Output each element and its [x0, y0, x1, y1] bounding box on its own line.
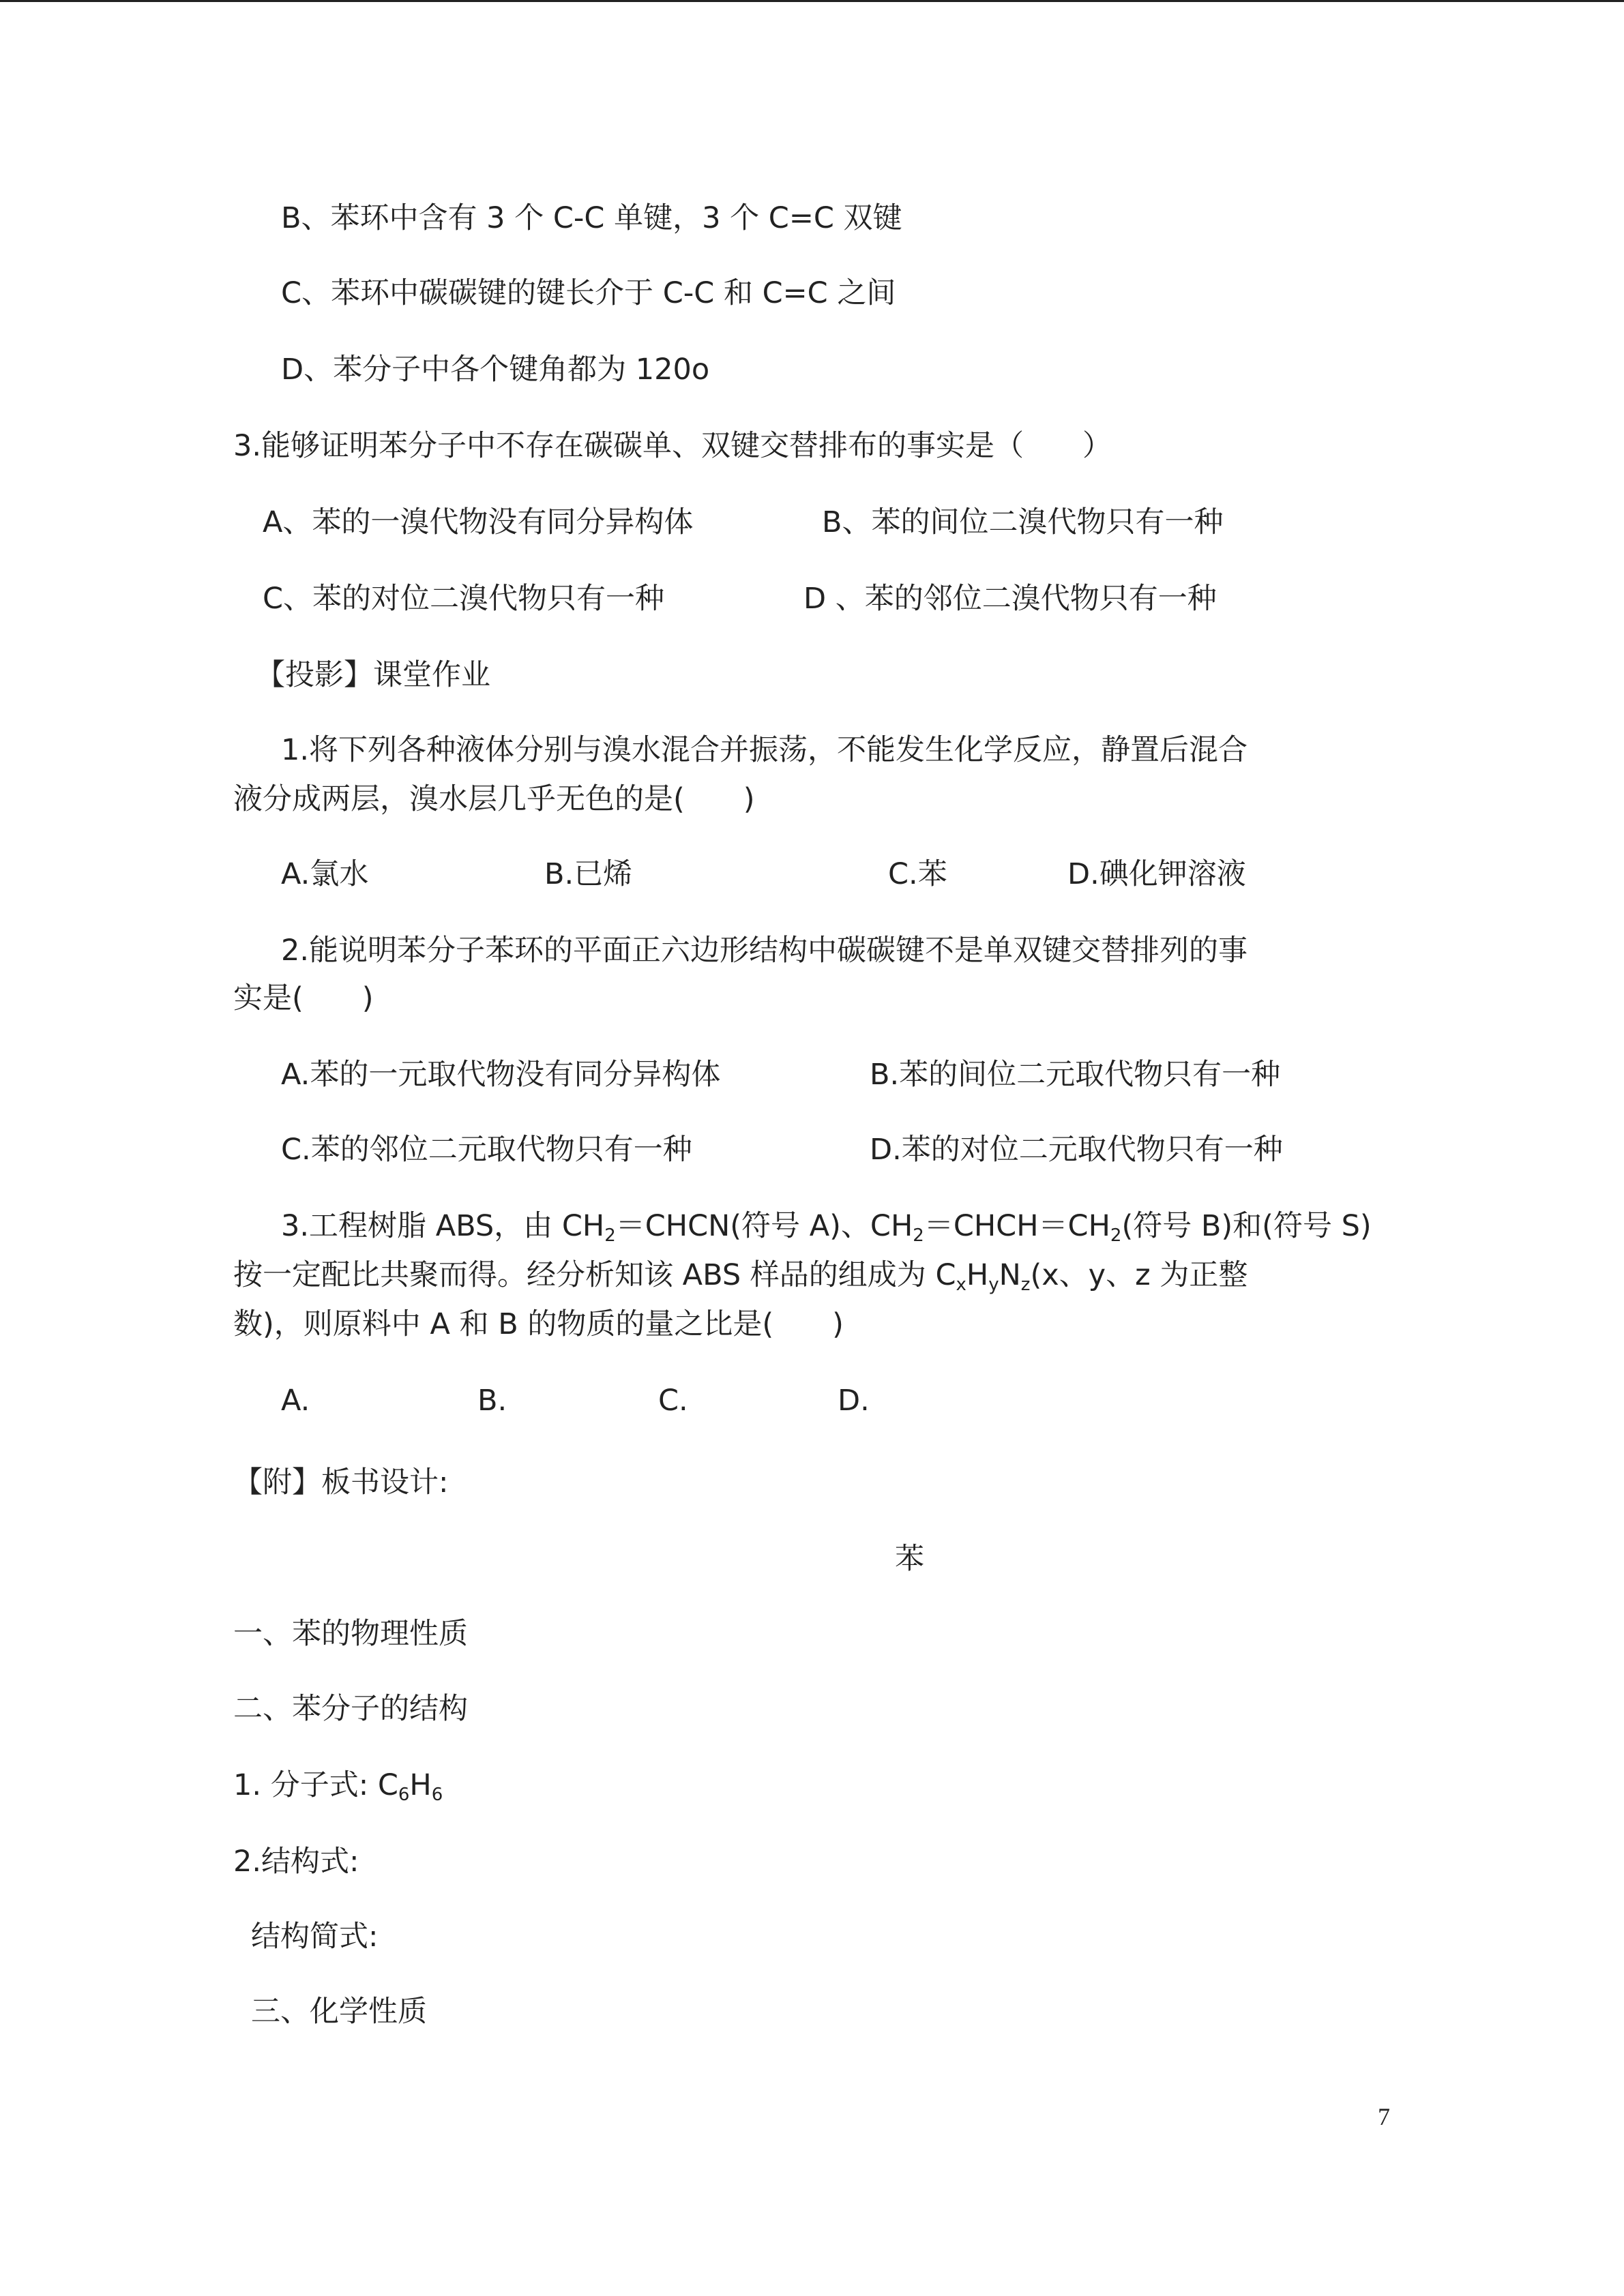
homework-3-stem-line1: [281, 1207, 1372, 1245]
molecular-formula-label: 1. 分子式: C: [233, 1768, 398, 1802]
question-3-option-c: C、苯的对位二溴代物只有一种: [263, 582, 665, 616]
homework-3-text-part4: (符号 B)和(符号 S): [1121, 1209, 1372, 1243]
homework-1-option-b: B.已烯: [544, 857, 633, 891]
homework-3-option-a: A.: [281, 1384, 310, 1418]
homework-2-option-c: C.苯的邻位二元取代物只有一种: [281, 1133, 692, 1167]
question-3-stem: 3.能够证明苯分子中不存在碳碳单、双键交替排布的事实是（ ）: [233, 429, 1112, 463]
homework-3-stem-line2: [233, 1256, 1247, 1294]
homework-3-line2-part3: N: [999, 1258, 1021, 1292]
homework-3-line2-part4: (x、y、z 为正整: [1030, 1258, 1248, 1292]
page-number: 7: [1378, 2103, 1390, 2130]
subscript-z: z: [1020, 1274, 1031, 1295]
subscript-y: y: [988, 1274, 999, 1295]
homework-3-text-part1: 3.工程树脂 ABS，由 CH: [281, 1209, 605, 1243]
homework-heading: 【投影】课堂作业: [256, 658, 490, 692]
subscript-6: 6: [431, 1785, 443, 1805]
board-design-heading: 【附】板书设计:: [233, 1465, 449, 1500]
homework-3-option-c: C.: [658, 1384, 688, 1418]
question-3-option-a: A、苯的一溴代物没有同分异构体: [263, 505, 694, 539]
homework-2-stem-line2: 实是( ): [233, 981, 374, 1015]
board-title: 苯: [895, 1542, 924, 1576]
question-3-option-b: B、苯的间位二溴代物只有一种: [822, 505, 1224, 539]
subscript-x: x: [956, 1274, 966, 1295]
homework-3-text-part3: ＝CHCH＝CH: [924, 1209, 1110, 1243]
item-simplified-structural-formula: 结构简式:: [251, 1920, 379, 1954]
section-chemical-properties: 三、化学性质: [251, 1995, 427, 2029]
homework-3-option-d: D.: [838, 1384, 870, 1418]
homework-2-stem-line1: 2.能说明苯分子苯环的平面正六边形结构中碳碳键不是单双键交替排列的事: [281, 934, 1248, 968]
section-molecular-structure: 二、苯分子的结构: [233, 1692, 468, 1726]
question-3-option-d: D 、苯的邻位二溴代物只有一种: [803, 582, 1217, 616]
homework-1-stem-line2: 液分成两层，溴水层几乎无色的是( ): [233, 782, 755, 816]
subscript-2: 2: [604, 1225, 616, 1246]
homework-2-option-b: B.苯的间位二元取代物只有一种: [870, 1058, 1281, 1092]
homework-3-option-b: B.: [477, 1384, 507, 1418]
subscript-2: 2: [1110, 1225, 1122, 1246]
homework-1-option-d: D.碘化钾溶液: [1067, 857, 1246, 891]
subscript-2: 2: [913, 1225, 924, 1246]
molecular-formula-h: H: [409, 1768, 432, 1802]
section-physical-properties: 一、苯的物理性质: [233, 1617, 468, 1651]
item-structural-formula: 2.结构式:: [233, 1845, 359, 1879]
homework-2-option-a: A.苯的一元取代物没有同分异构体: [281, 1058, 721, 1092]
homework-1-option-c: C.苯: [888, 857, 947, 891]
question-2-option-d: D、苯分子中各个键角都为 120o: [281, 353, 710, 387]
homework-3-stem-line3: 数)，则原料中 A 和 B 的物质的量之比是( ): [233, 1307, 844, 1341]
homework-2-option-d: D.苯的对位二元取代物只有一种: [870, 1133, 1283, 1167]
page-top-border: [0, 0, 1624, 2]
question-2-option-b: B、苯环中含有 3 个 C-C 单键，3 个 C=C 双键: [281, 201, 902, 235]
homework-3-text-part2: ＝CHCN(符号 A)、CH: [615, 1209, 913, 1243]
homework-1-option-a: A.氯水: [281, 857, 369, 891]
homework-1-stem-line1: 1.将下列各种液体分别与溴水混合并振荡，不能发生化学反应，静置后混合: [281, 733, 1248, 767]
question-2-option-c: C、苯环中碳碳键的键长介于 C-C 和 C=C 之间: [281, 276, 896, 310]
homework-3-line2-part1: 按一定配比共聚而得。经分析知该 ABS 样品的组成为 C: [233, 1258, 956, 1292]
subscript-6: 6: [398, 1785, 410, 1805]
item-molecular-formula: [233, 1766, 443, 1804]
homework-3-line2-part2: H: [966, 1258, 989, 1292]
